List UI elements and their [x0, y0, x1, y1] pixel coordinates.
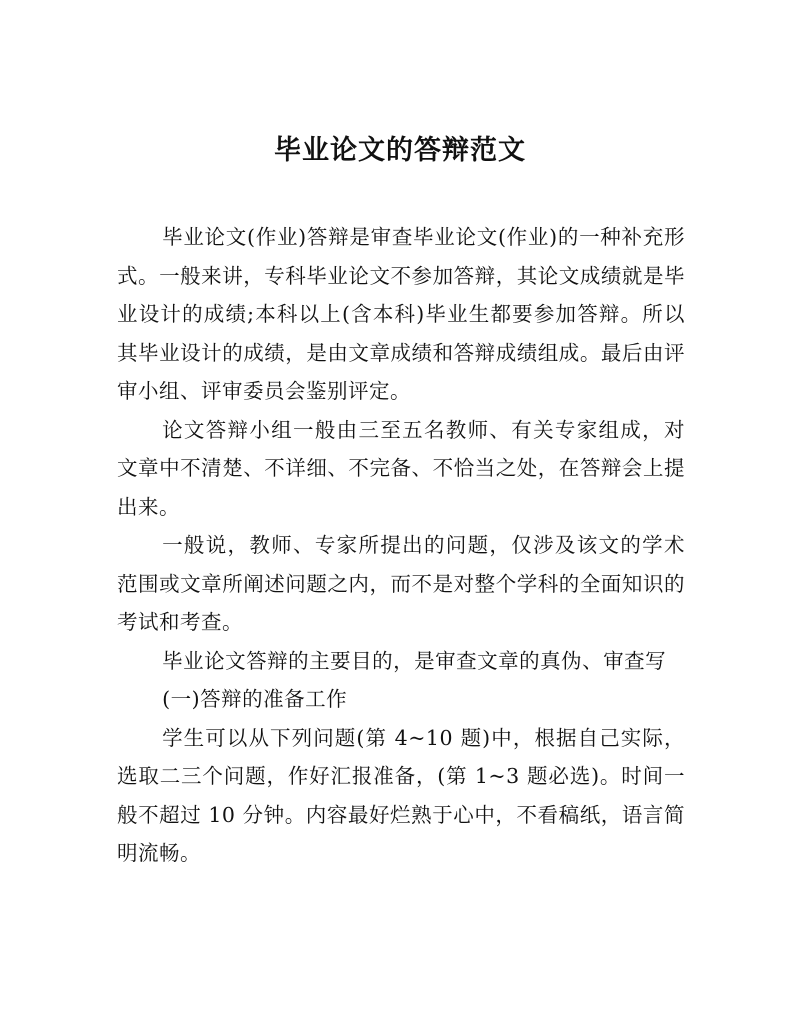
paragraph-questions-scope: 一般说，教师、专家所提出的问题，仅涉及该文的学术范围或文章所阐述问题之内，而不是对整个学科的全面知识的考试和考查。	[117, 533, 685, 634]
paragraph-intro: 毕业论文(作业)答辩是审查毕业论文(作业)的一种补充形式。一般来讲，专科毕业论文不参加答辩，其论文成绩就是毕业设计的成绩;本科以上(含本科)毕业生都要参加答辩。所以其毕业设计的成绩，是由文章成绩和答辩成绩组成。最后由评审小组、评审委员会鉴别评定。	[117, 225, 685, 403]
section-heading-preparation: (一)答辩的准备工作	[162, 687, 348, 711]
document-body	[117, 218, 685, 873]
paragraph-purpose: 毕业论文答辩的主要目的，是审查文章的真伪、审查写	[162, 648, 667, 673]
document-title: 毕业论文的答辩范文	[274, 135, 526, 166]
paragraph-committee: 论文答辩小组一般由三至五名教师、有关专家组成，对文章中不清楚、不详细、不完备、不恰当之处，在答辩会上提出来。	[117, 417, 685, 519]
paragraph-preparation: 学生可以从下列问题(第 4~10 题)中，根据自己实际，选取二三个问题，作好汇报准备，(第 1~3 题必选)。时间一般不超过 10 分钟。内容最好烂熟于心中，不看稿纸，语言简明流畅。	[117, 725, 685, 865]
